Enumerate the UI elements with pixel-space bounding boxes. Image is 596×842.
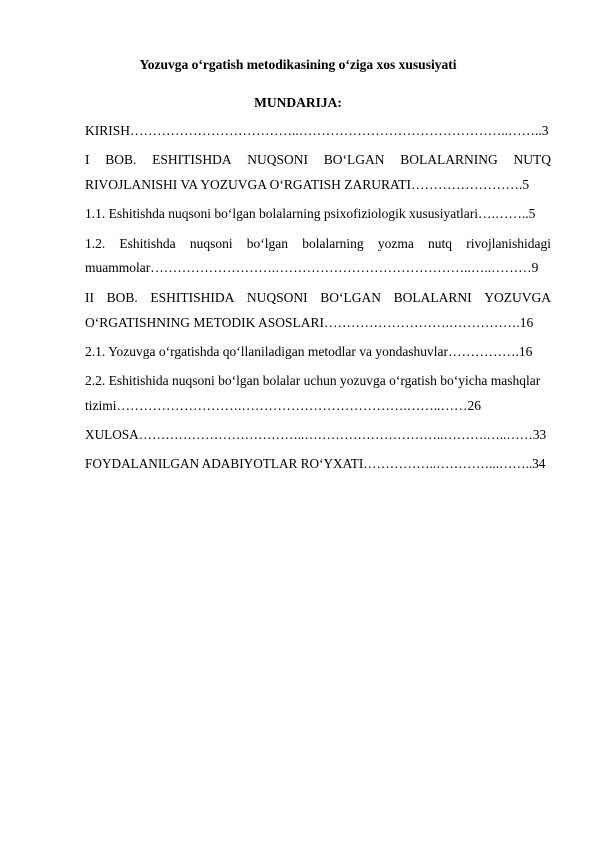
toc-word: I bbox=[85, 152, 90, 167]
toc-word: ESHITISHIDA bbox=[150, 290, 235, 305]
toc-word: NUQSONI bbox=[247, 152, 309, 167]
toc-entry-2-2-cont[interactable]: tizimi……………………….……………………………….……..……26 bbox=[85, 398, 481, 413]
toc-word: BOLALARNING bbox=[400, 152, 498, 167]
toc-word: BOʻLGAN bbox=[320, 290, 382, 305]
toc-word: Eshitishda bbox=[119, 236, 176, 251]
toc-word: BOʻLGAN bbox=[323, 152, 385, 167]
toc-word: BOB. bbox=[106, 290, 138, 305]
toc-word: nuqsoni bbox=[189, 236, 233, 251]
toc-entry-chapter-2-cont[interactable]: OʻRGATISHNING METODIK ASOSLARI……………………….…………….16 bbox=[85, 315, 534, 330]
toc-word: II bbox=[85, 290, 94, 305]
toc-entry-chapter-1-cont[interactable]: RIVOJLANISHI VA YOZUVGA OʻRGATISH ZARURATI…………………….5 bbox=[85, 177, 530, 192]
toc-word: NUQSONI bbox=[246, 290, 308, 305]
document-title: Yozuvga oʻrgatish metodikasining oʻziga xos xususiyati bbox=[139, 57, 457, 72]
toc-entry-1-2-cont[interactable]: muammolar……………………….……………………………………..…..………9 bbox=[85, 260, 539, 275]
toc-word: bolalarning bbox=[302, 236, 364, 251]
toc-word: BOB. bbox=[105, 152, 137, 167]
toc-heading: MUNDARIJA: bbox=[254, 95, 342, 110]
toc-word: yozma bbox=[377, 236, 414, 251]
toc-entry-chapter-1[interactable] bbox=[85, 152, 551, 168]
toc-word: 1.2. bbox=[85, 236, 106, 251]
toc-word: nutq bbox=[428, 236, 453, 251]
toc-word: ESHITISHDA bbox=[152, 152, 232, 167]
toc-entry-2-2[interactable]: 2.2. Eshitishida nuqsoni boʻlgan bolalar uchun yozuvga oʻrgatish boʻyicha mashqlar bbox=[85, 373, 541, 388]
toc-entry-1-1[interactable]: 1.1. Eshitishda nuqsoni boʻlgan bolalarning psixofiziologik xususiyatlari….……..5 bbox=[85, 206, 536, 221]
toc-word: rivojlanishidagi bbox=[466, 236, 551, 251]
toc-word: NUTQ bbox=[513, 152, 551, 167]
toc-word: BOLALARNI bbox=[393, 290, 472, 305]
toc-entry-2-1[interactable]: 2.1. Yozuvga oʻrgatishda qoʻllaniladigan metodlar va yondashuvlar…………….16 bbox=[85, 344, 533, 359]
toc-entry-chapter-2[interactable] bbox=[85, 290, 551, 306]
toc-entry-xulosa[interactable]: XULOSA………………………………..…………………………..……….…..……33 bbox=[85, 427, 547, 442]
toc-word: YOZUVGA bbox=[484, 290, 551, 305]
toc-entry-bibliography[interactable]: FOYDALANILGAN ADABIYOTLAR ROʻYXATI……………..…………...……..34 bbox=[85, 456, 546, 471]
toc-entry-1-2[interactable] bbox=[85, 236, 551, 252]
toc-word: boʻlgan bbox=[246, 236, 289, 251]
toc-entry-kirish[interactable]: KIRISH………………………………..………………………………………..……..3 bbox=[85, 123, 549, 138]
